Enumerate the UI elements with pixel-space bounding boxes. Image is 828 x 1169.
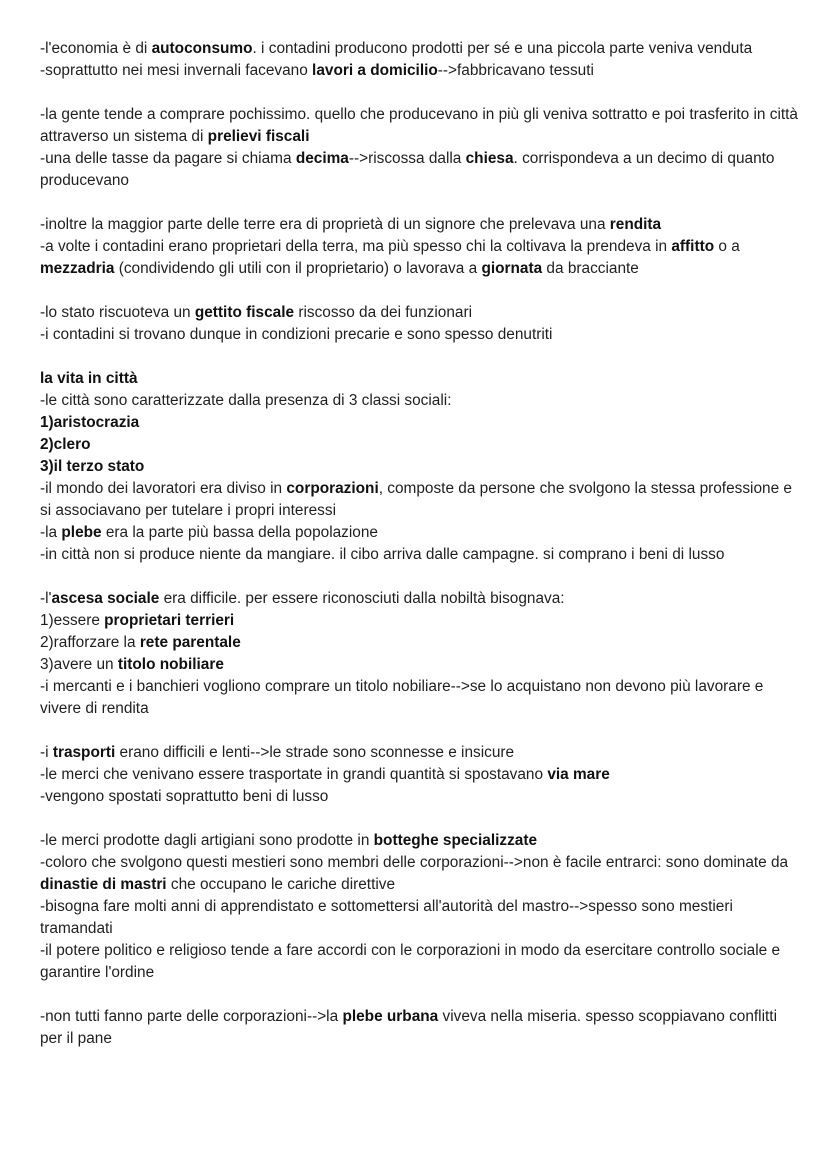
text-line: [40, 764, 800, 786]
text-line: [40, 522, 800, 544]
text-line: [40, 324, 800, 346]
text-run: -i: [40, 744, 53, 761]
text-run: da bracciante: [542, 260, 639, 277]
text-line: [40, 676, 800, 720]
text-run: -le merci prodotte dagli artigiani sono prodotte in: [40, 832, 374, 849]
text-line: [40, 38, 800, 60]
text-run: -->fabbricavano tessuti: [437, 62, 594, 79]
text-run: 1)essere: [40, 612, 105, 629]
bold-term: chiesa: [465, 150, 514, 167]
text-run: -inoltre la maggior parte delle terre era di proprietà di un signore che prelevava una: [40, 216, 610, 233]
bold-term: plebe urbana: [342, 1008, 439, 1025]
text-run: che occupano le cariche direttive: [166, 876, 396, 893]
text-run: o a: [714, 238, 740, 255]
text-line: [40, 456, 800, 478]
text-line: [40, 60, 800, 82]
text-run: viveva nella miseria. spesso scoppiavano conflitti per il pane: [40, 1008, 777, 1047]
paragraph-block: [40, 1006, 800, 1050]
text-run: -soprattutto nei mesi invernali facevano: [40, 62, 313, 79]
text-run: riscosso da dei funzionari: [294, 304, 473, 321]
bold-term: 1)aristocrazia: [40, 414, 140, 431]
bold-term: decima: [295, 150, 349, 167]
text-run: -a volte i contadini erano proprietari della terra, ma più spesso chi la coltivava la prendeva in: [40, 238, 672, 255]
text-run: era difficile. per essere riconosciuti dalla nobiltà bisognava:: [159, 590, 565, 607]
paragraph-block: [40, 38, 800, 82]
text-run: -lo stato riscuoteva un: [40, 304, 195, 321]
bold-term: 2)clero: [40, 436, 91, 453]
text-run: -l': [40, 590, 52, 607]
paragraph-block: [40, 742, 800, 808]
text-run: -le merci che venivano essere trasportate in grandi quantità si spostavano: [40, 766, 548, 783]
text-run: -i contadini si trovano dunque in condizioni precarie e sono spesso denutriti: [40, 326, 553, 343]
text-run: -l'economia è di: [40, 40, 152, 57]
paragraph-block: [40, 830, 800, 984]
text-run: era la parte più bassa della popolazione: [101, 524, 378, 541]
text-line: [40, 236, 800, 280]
text-run: -vengono spostati soprattutto beni di lusso: [40, 788, 329, 805]
text-line: [40, 214, 800, 236]
text-run: erano difficili e lenti-->le strade sono sconnesse e insicure: [115, 744, 515, 761]
text-line: [40, 104, 800, 148]
text-line: [40, 632, 800, 654]
paragraph-block: [40, 368, 800, 566]
text-run: -->riscossa dalla: [348, 150, 466, 167]
text-run: 3)avere un: [40, 656, 118, 673]
bold-term: 3)il terzo stato: [40, 458, 145, 475]
paragraph-block: [40, 588, 800, 720]
bold-term: giornata: [481, 260, 543, 277]
text-line: [40, 588, 800, 610]
text-run: . i contadini producono prodotti per sé e una piccola parte veniva venduta: [252, 40, 753, 57]
text-line: [40, 434, 800, 456]
text-line: [40, 412, 800, 434]
text-run: -bisogna fare molti anni di apprendistato e sottomettersi all'autorità del mastro-->spesso sono mestieri tramandati: [40, 898, 733, 937]
bold-term: prelievi fiscali: [207, 128, 310, 145]
text-line: [40, 478, 800, 522]
bold-term: trasporti: [52, 744, 116, 761]
text-line: [40, 654, 800, 676]
text-run: -una delle tasse da pagare si chiama: [40, 150, 296, 167]
text-line: [40, 1006, 800, 1050]
text-line: [40, 786, 800, 808]
text-run: (condividendo gli utili con il proprietario) o lavorava a: [114, 260, 482, 277]
document-page: [40, 38, 800, 1072]
text-run: -non tutti fanno parte delle corporazioni-->la: [40, 1008, 343, 1025]
text-run: 2)rafforzare la: [40, 634, 140, 651]
text-run: -coloro che svolgono questi mestieri sono membri delle corporazioni-->non è facile entrarci: sono dominate da: [40, 854, 789, 871]
bold-term: dinastie di mastri: [40, 876, 167, 893]
text-run: -il potere politico e religioso tende a fare accordi con le corporazioni in modo da esercitare controllo sociale e garantire l'ordine: [40, 942, 781, 981]
paragraph-block: [40, 104, 800, 192]
bold-term: botteghe specializzate: [373, 832, 538, 849]
text-line: [40, 940, 800, 984]
bold-term: titolo nobiliare: [117, 656, 224, 673]
bold-term: rendita: [609, 216, 662, 233]
bold-term: affitto: [671, 238, 715, 255]
bold-term: lavori a domicilio: [312, 62, 438, 79]
bold-term: corporazioni: [286, 480, 379, 497]
bold-term: via mare: [547, 766, 610, 783]
text-line: [40, 390, 800, 412]
bold-term: gettito fiscale: [194, 304, 295, 321]
bold-term: ascesa sociale: [51, 590, 160, 607]
bold-term: proprietari terrieri: [104, 612, 235, 629]
text-line: [40, 148, 800, 192]
bold-term: la vita in città: [40, 370, 138, 387]
text-run: , composte da persone che svolgono la stessa professione e si associavano per tutelare i propri interessi: [40, 480, 792, 519]
text-run: -la gente tende a comprare pochissimo. quello che producevano in più gli veniva sottratto e poi trasferito in città attraverso un sistema di: [40, 106, 798, 145]
text-line: [40, 302, 800, 324]
text-run: -i mercanti e i banchieri vogliono comprare un titolo nobiliare-->se lo acquistano non devono più lavorare e vivere di rendita: [40, 678, 764, 717]
text-line: [40, 896, 800, 940]
text-line: [40, 544, 800, 566]
text-line: [40, 830, 800, 852]
text-line: [40, 610, 800, 632]
text-run: -il mondo dei lavoratori era diviso in: [40, 480, 287, 497]
text-line: [40, 742, 800, 764]
paragraph-block: [40, 302, 800, 346]
text-line: [40, 368, 800, 390]
paragraph-block: [40, 214, 800, 280]
text-line: [40, 852, 800, 896]
bold-term: plebe: [61, 524, 102, 541]
bold-term: rete parentale: [139, 634, 241, 651]
text-run: -le città sono caratterizzate dalla presenza di 3 classi sociali:: [40, 392, 452, 409]
text-run: -la: [40, 524, 62, 541]
bold-term: mezzadria: [40, 260, 115, 277]
bold-term: autoconsumo: [151, 40, 253, 57]
text-run: . corrispondeva a un decimo di quanto producevano: [40, 150, 775, 189]
text-run: -in città non si produce niente da mangiare. il cibo arriva dalle campagne. si comprano i beni di lusso: [40, 546, 725, 563]
